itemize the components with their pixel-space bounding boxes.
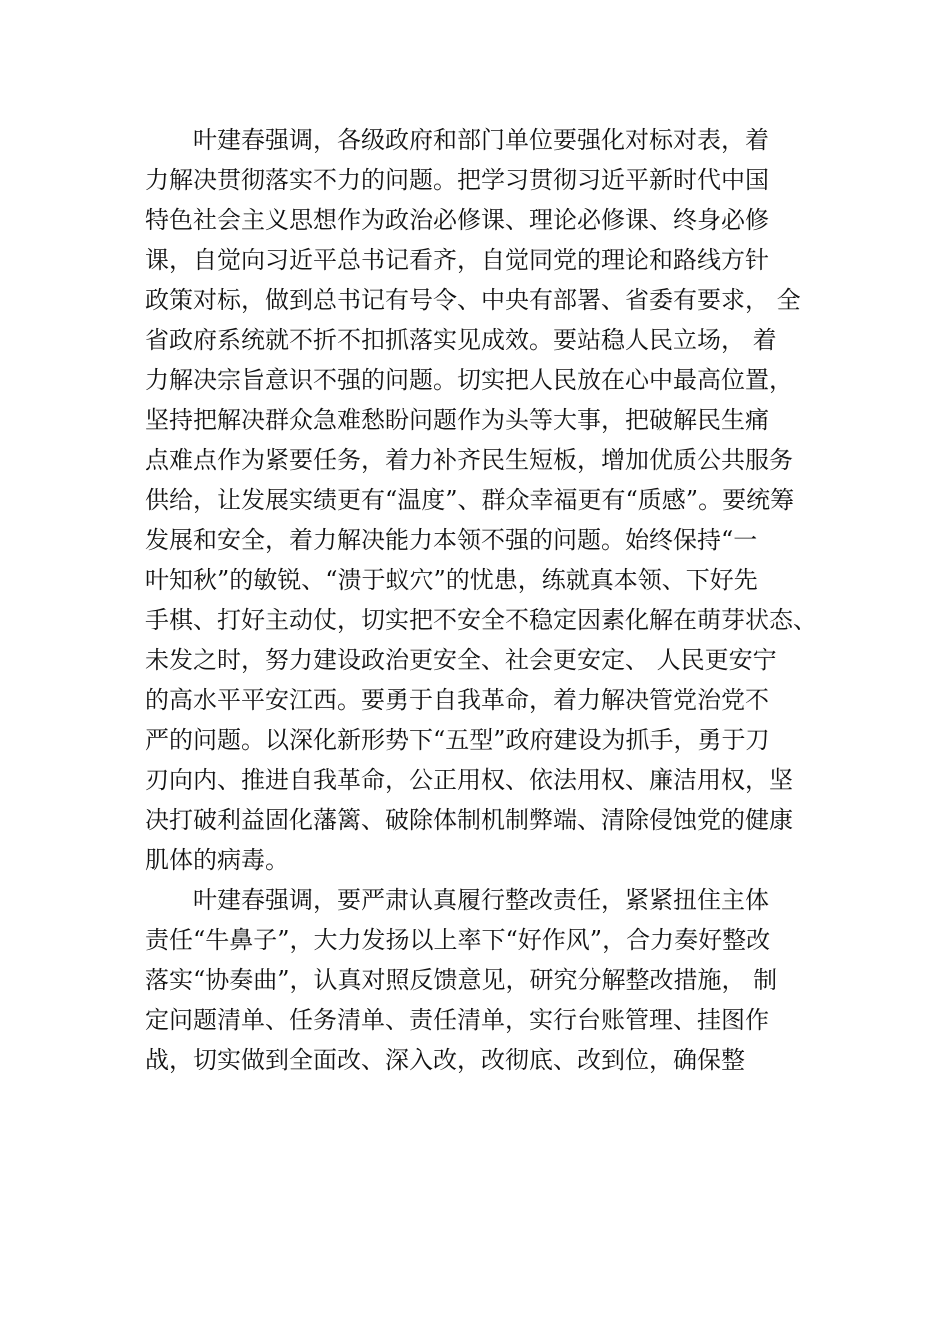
paragraph-1-line-9: 点难点作为紧要任务，着力补齐民生短板，增加优质公共服务	[145, 446, 793, 474]
paragraph-1-line-4: 课，自觉向习近平总书记看齐，自觉同党的理论和路线方针	[145, 246, 769, 274]
body-text	[145, 120, 835, 1080]
paragraph-1-line-15: 的高水平平安江西。要勇于自我革命，着力解决管党治党不	[145, 686, 769, 714]
paragraph-1-line-1: 叶建春强调，各级政府和部门单位要强化对标对表，着	[193, 126, 769, 154]
paragraph-2-line-1: 叶建春强调，要严肃认真履行整改责任，紧紧扭住主体	[193, 886, 769, 914]
paragraph-2-line-2: 责任“牛鼻子”，大力发扬以上率下“好作风”，合力奏好整改	[145, 926, 771, 954]
paragraph-1-line-16: 严的问题。以深化新形势下“五型”政府建设为抓手，勇于刀	[145, 726, 770, 754]
paragraph-1-line-17: 刃向内、推进自我革命，公正用权、依法用权、廉洁用权，坚	[145, 766, 793, 794]
paragraph-1-line-11: 发展和安全，着力解决能力本领不强的问题。始终保持“一	[145, 526, 758, 554]
paragraph-1-line-19: 肌体的病毒。	[145, 846, 289, 874]
paragraph-1-line-5: 政策对标，做到总书记有号令、中央有部署、省委有要求， 全	[145, 286, 801, 314]
paragraph-1-line-12: 叶知秋”的敏锐、“溃于蚁穴”的忧患，练就真本领、下好先	[145, 566, 758, 594]
paragraph-2-line-5: 战，切实做到全面改、深入改，改彻底、改到位，确保整	[145, 1046, 745, 1074]
paragraph-1-line-13: 手棋、打好主动仗，切实把不安全不稳定因素化解在萌芽状态、	[145, 606, 817, 634]
paragraph-1-line-18: 决打破利益固化藩篱、破除体制机制弊端、清除侵蚀党的健康	[145, 806, 793, 834]
paragraph-2-line-3: 落实“协奏曲”，认真对照反馈意见，研究分解整改措施， 制	[145, 966, 778, 994]
paragraph-1-line-8: 坚持把解决群众急难愁盼问题作为头等大事，把破解民生痛	[145, 406, 769, 434]
paragraph-2-line-4: 定问题清单、任务清单、责任清单，实行台账管理、挂图作	[145, 1006, 769, 1034]
paragraph-1-line-2: 力解决贯彻落实不力的问题。把学习贯彻习近平新时代中国	[145, 166, 769, 194]
paragraph-1-line-10: 供给，让发展实绩更有“温度”、群众幸福更有“质感”。要统筹	[145, 486, 795, 514]
paragraph-1-line-7: 力解决宗旨意识不强的问题。切实把人民放在心中最高位置，	[145, 366, 793, 394]
paragraph-1-line-3: 特色社会主义思想作为政治必修课、理论必修课、终身必修	[145, 206, 769, 234]
paragraph-1-line-6: 省政府系统就不折不扣抓落实见成效。要站稳人民立场， 着	[145, 326, 777, 354]
paragraph-1-line-14: 未发之时，努力建设政治更安全、社会更安定、 人民更安宁	[145, 646, 777, 674]
